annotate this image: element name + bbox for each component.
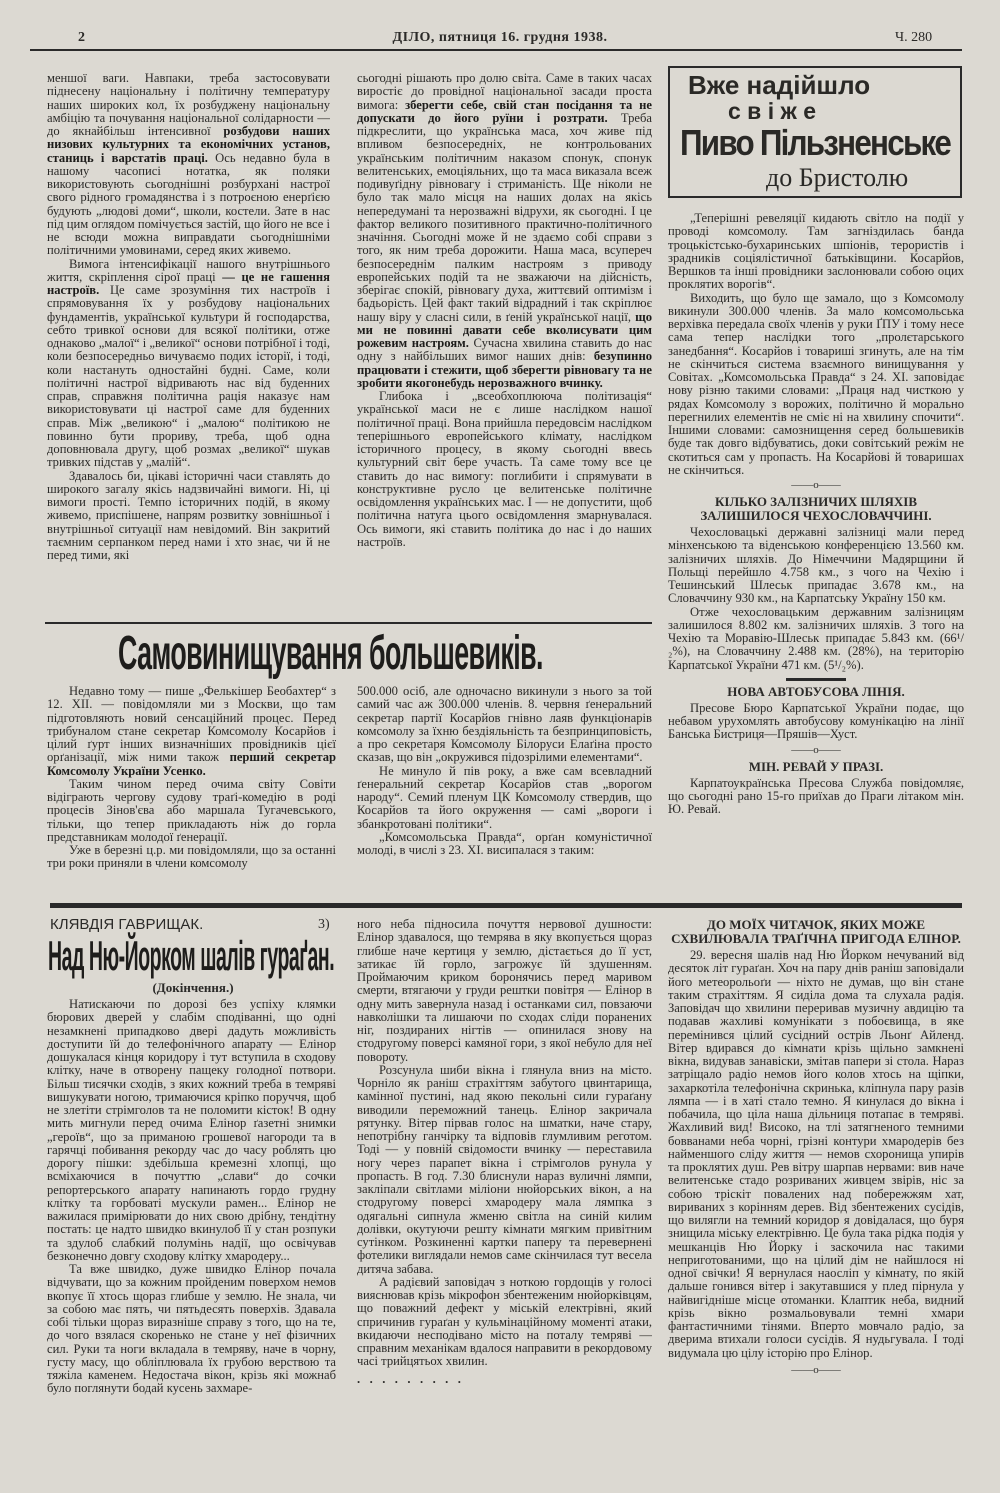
bold-text-run: перший секретар Комсомолу України Усенко. xyxy=(47,750,336,778)
paragraph xyxy=(47,470,330,563)
editorial-column-1 xyxy=(47,72,330,617)
paragraph xyxy=(668,526,964,606)
story-column-2-text xyxy=(357,918,652,1369)
paragraph xyxy=(668,702,964,742)
paragraph xyxy=(357,685,652,765)
right-column-news xyxy=(668,212,964,900)
bold-text-run: розбудови наших низових культурних та економічних установ, станиць і варстатів праці. xyxy=(47,124,330,165)
header-rule xyxy=(30,49,962,51)
divider-bar xyxy=(786,678,846,681)
text-run: Розсунула шиби вікна і глянула вниз на місто. Чорніло як раніш страхіттям забутого цвинтарища, камінної пустині, над якою пекольні сили гураґану виводили переможний танець. Елінор закричала рятунку. Вітер пірвав голос на шматки, наче стару, непотрібну ганчірку та відповів глумливим реготом. Тоді — у повній свідомости вчинку — переставила ногу через парапет вікна і стрімголов рунула у пропасть. В год. 7.30 блиснули нараз вуличні лямпи, закліпали світлами міліони нюйорських вікон, а на стодругому поверсі хмародеру мала лямпка з одягальні сипнула жменю світла на синій килим долівки, окутуючи решту кімнати мягким привітним сутінком. Розкиненні картки паперу та перевернені фотелики виглядали немов саме скінчилася тут весела дитяча забава. xyxy=(357,1062,652,1276)
paragraph xyxy=(47,685,336,778)
separator: ——o—— xyxy=(791,743,841,756)
text-run: Натискаючи по дорозі без успіху клямки бюрових дверей у слабім сподіванні, що одні незамкнені припадково двері дадуть можливість доступити їй до телефонічного апарату — Елінор дошукалася кінця коридору і тут вступила в сходову клітку, наче в отворену пащеку голодної потвори. Більш тисячки сходів, з яких кожний треба в темряві вишукувати ногою, тримаючися кріпко поруччя, щоб не злетіти стрімголов та не поломити кісток! В одну мить мигнули перед очима Елінор ґазетні знимки „героїв“, що за приманою грошевої нагороди та в гарячці побивання рекорду час до часу роблять цю дорогу пішки: здебільша кремезні хлопці, що всміхаючися в почуттю „слави“ до сочки репортерського апарату напинають гордо грудну клітку та горбоваті мускули рамен... Елінор не важилася примірювати до них свою дрібну, тендітну постать: це надто швидко вкинулоб її у стан розпуки та здулоб слабкий полумінь надії, що освічував безконечно довгу сходову клітку хмародеру... xyxy=(47,998,336,1263)
paragraph xyxy=(668,292,964,478)
railways-article xyxy=(668,526,964,672)
masthead: ДІЛО, пятниця 16. грудня 1938. xyxy=(392,30,608,45)
text-run: Здавалось би, цікаві історичні часи ставлять до широкого загалу якісь надзвичайні вимоги. Ні, ці вимоги прості. Темпо історичних подій, в якому живемо, приспішене, напрям розвитку зовнішньої і внутрішньої ситуації нам невідомий. Він закритий таємним серпанком перед нами і хто знає, чи й не перед тими, які xyxy=(47,468,330,562)
story-title: Над Ню-Йорком шалів гураґан. xyxy=(48,932,335,979)
paragraph xyxy=(357,765,652,831)
text-run: Карпатоукраїнська Пресова Служба повідомляє, що сьогодні рано 15-го приїхав до Праги літаком мін. Ю. Ревай. xyxy=(668,775,964,816)
story-column-2 xyxy=(357,918,652,1458)
story-author: КЛЯВДІЯ ГАВРИЩАК. xyxy=(50,916,204,933)
bolsheviks-column-1 xyxy=(47,685,336,889)
ad-line-bristol: до Бристолю xyxy=(766,163,909,192)
ad-line-fresh: с в і ж е xyxy=(728,98,816,124)
text-run: Сучасна хвилина ставить до нас одну з найбільших вимог наших днів: xyxy=(357,336,652,364)
separator: ——o—— xyxy=(791,1363,841,1376)
readers-note-text xyxy=(668,949,964,1360)
ad-line-arrived: Вже надійшло xyxy=(688,70,871,100)
paragraph xyxy=(668,949,964,1360)
paragraph xyxy=(47,258,330,470)
paragraph xyxy=(47,72,330,258)
bold-text-run: зберегти себе, свій стан посідання та не допускати до його руїни і розтрати. xyxy=(357,97,652,125)
text-run: Уже в березні ц.р. ми повідомляли, що за останні три роки приняли в члени комсомолу xyxy=(47,843,336,871)
text-run: Глибока і „всеобхоплююча політизація“ української маси не є лише наслідком нашої політичної праці. Вона прийшла передовсім наслідком теперішнього европейського клімату, наслідком історичного процесу, в якому сьогодні ввесь культурний світ бере участь. Та саме тому все це ставить до нас вимогу: поглибити і спрямувати в конструктивне русло це велитенське політичне освідомлення українських мас. І — не допустити, щоб політична натуга цього освідомлення змарнувалася. Ось вимоги, які ставить політика до нас і до наших настроїв. xyxy=(357,389,652,549)
section-rule xyxy=(45,622,652,624)
paragraph xyxy=(357,72,652,390)
revai-article xyxy=(668,777,964,817)
text-run: А радієвий заповідач з ноткою гордощів у голосі вияснював крізь мікрофон збентеженим нюйорківцям, що поважний дефект у міській електрівні, який спричинив гураґан у кульмінаційному моменті атаки, вкидаючи несподівано місто на поталу темряві — справним механікам вдалося направити в рекордовому часі трийцятьох хвилин. xyxy=(357,1274,652,1369)
readers-note-column xyxy=(668,918,964,1458)
text-run: ного неба підносила почуття нервової душности: Елінор здавалося, що темрява в яку вкопується щораз глибше наче кертиця у землю, дістається до її уст, затикає їй горло, загрожує їй здушенням. Проймаючим криком боронячись перед маривом смерти, втягаючи у груди рештки повітря — Елінор в одну мить завернула назад і останками сил, повзаючи навколішки та лишаючи по сходах сліди поранених ніг, поздираних нігтів — опинилася знову на стодругому поверсі камяної гори, з якої небуло для неї повороту. xyxy=(357,918,652,1064)
text-run: Чехословацькі державні залізниці мали перед мінхенською та віденською конференцією 13.560 км. залізничих шляхів. До Німеччини Мадярщини й Польщі перейшло 4.758 км., з чого на Чехію і Тешинський Шлеськ припадає 3.678 км., на Словаччину 930 км., на Карпатську Україну 150 км. xyxy=(668,525,964,606)
text-run: Та вже швидко, дуже швидко Елінор почала відчувати, що за кожним пройденим поверхом немов вкопує її хтось щораз глибше у землю. Не знала, чи за собою має пять, чи пятьдесять поверхів. Здавала собі тільки щораз виразніше справу з того, що на те, до чого взялася скоренько не стане у неї фізичних сил. Руки та ноги вкладала в темряву, наче в чорну, густу масу, що обліплювала їх грубою верствою та тяжіла каменем. Недостача вікон, крізь які можнаб було поглянути бодай кусень захмаре- xyxy=(47,1262,336,1396)
paragraph xyxy=(47,844,336,871)
text-run: меншої ваги. Навпаки, треба застосовувати піднесену національну і політичну температуру наших широких кол, їх розбуджену національну амбіцію та почування національної солідарности — до якнайбільш інтенсивної xyxy=(47,72,330,138)
paragraph xyxy=(47,778,336,844)
text-run: Не минуло й пів року, а вже сам всевладний ґенеральний секретар Косарйов став „ворогом народу“. Семий пленум ЦК Комсомолу ствердив, що Косарйов та його окруження — самі „вороги і збанкротовані політики“. xyxy=(357,763,652,831)
text-run: Пресове Бюро Карпатської України подає, що небавом урухомлять автобусову комунікацію на лінії Банська Бистриця—Пряшів—Хуст. xyxy=(668,700,964,742)
railways-headline: КІЛЬКО ЗАЛІЗНИЧИХ ШЛЯХІВ ЗАЛИШИЛОСЯ ЧЕХОСЛОВАЧЧИНІ. xyxy=(700,494,932,523)
bolsheviks-column-2 xyxy=(357,685,652,889)
end-dots: . . . . . . . . . xyxy=(357,1371,461,1386)
text-run: Треба підкреслити, що українська маса, хоч живе під впливом безпосередніх, не контрольованих українським політичним наказом спонук, спонук велитенських, емоціяльних, що та маса виказала всеж подивуґідну рівновагу і стриманість. Ще ніколи не було так мало місця на наших долах на якісь непередумані та нерозважні відрухи, як сьогодні. І це фактор великого позитивного практично-політичного значіння. Сьогодні може й не здаємо собі справи з того, як ним треба дорожити. Наша маса, всупереч безпосереднім палким настроям з приводу европейських подій та не зважаючи на дійсність, зберігає спокій, рівновагу духа, життєвий оптимізм і бадьорість. Цей факт такий відрадний і так скріплює нашу віру у сласні сили, в ґеній української нації, xyxy=(357,110,652,324)
paragraph xyxy=(47,1263,336,1396)
separator: ——o—— xyxy=(791,479,841,491)
beer-advertisement xyxy=(668,66,962,198)
bold-text-run: що ми не повинні давати себе вколисувати цим рожевим настроям. xyxy=(357,309,652,350)
story-part-number: 3) xyxy=(318,917,330,932)
text-run: Це саме зрозуміння тих настроїв і спрямовування їх у розбудову національних фундаментів, української культури й господарства, себто тривкої основи для всякої політики, отже однаково „малої“ і „великої“ основи потрібної і тоді, коли безпосередньо вичуваємо подих історії, і тоді, коли настануть одностайні будні. Саме, коли політичні настрої відривають нас від буденних справ, справжня політична рація наказує нам використовувати ці настрої саме для буденних справ. Між „великою“ і „малою“ політикою не повинно бути прориву, треба, щоб одна доповнювала другу, щоб розмах „великої“ шукав тривких підстав у „малій“. xyxy=(47,283,330,470)
paragraph xyxy=(668,212,964,292)
text-run: Вимога інтенсифікації нашого внутрішнього життя, скріплення сірої праці xyxy=(47,256,330,284)
paragraph xyxy=(668,777,964,817)
text-run: 500.000 осіб, але одночасно викинули з нього за той самий час аж 300.000 членів. 8. червня ґенеральний секретар партії Косарйов гнівно лаяв функціонарів комсомолу за їхню бездіяльність та безпринциповість, а про секретаря Комсомолу Білоруси Елаґіна просто сказав, що він „окружився підозрілими елементами“. xyxy=(357,685,652,765)
text-run: Отже чехословацьким державним залізницям залишилося 8.802 км. залізничих шляхів. З того на Чехію та Моравію-Шлеськ припадає 5.843 км. (66¹/₂%), на Словаччину 2.488 км. (28%), на територію Карпатської України 471 км. (5¹/₂%). xyxy=(668,604,964,672)
paragraph xyxy=(357,390,652,549)
text-run: Виходить, що було ще замало, що з Комсомолу викинули 300.000 членів. За мало комсомольська верхівка передала своїх членів у руки ҐПУ і тому несе сама тепер наслідки того „пролєтарського занедбання“. Косарйов і товариші згинуть, але на тім не скінчиться система взаємного винищування у Совітах. „Комсомольська Правда“ з 24. XI. заповідає нову різню такими словами: „Праця над чисткою у рядах Комсомолу з ворожих, політично й морально перегнилих елементів не сміє ні на хвилину спочити“. Іншими словами: самознищення серед большевиків буде так довго відбуватись, доки совітський режім не скотиться сам у пропасть. На Косарйові й товаришах не скінчиться. xyxy=(668,290,964,477)
story-subtitle: (Докінчення.) xyxy=(152,980,234,995)
page-number: 2 xyxy=(78,30,85,45)
text-run: „Комсомольська Правда“, орґан комуністичної молоді, в числі з 23. XI. висипалася з таким: xyxy=(357,829,652,857)
paragraph xyxy=(357,831,652,858)
ad-line-beer: Пиво Пільзненське xyxy=(680,122,951,163)
bold-text-run: безупинно працювати і стежити, щоб зберегти рівновагу та не зробити якогонебудь нерозважного вчинку. xyxy=(357,349,652,390)
paragraph xyxy=(357,1276,652,1369)
bus-headline: НОВА АВТОБУСОВА ЛІНІЯ. xyxy=(727,683,905,699)
text-run: Ось недавно була в нашому часописі нотатка, як поляки використовують сьогоднішні розбурхані настрої свого рідного громадянства і з потроєною енерґією будують „людові доми“, школи, костели. Зате в нас під цим оглядом помічується застій, що його не все і не всюди можна виправдати сьогоднішніми політичними умовинами, серед яких живемо. xyxy=(47,150,330,258)
bold-text-run: — це не гашення настроїв. xyxy=(47,269,330,297)
revai-headline: МІН. РЕВАЙ У ПРАЗІ. xyxy=(748,758,884,774)
paragraph xyxy=(357,1064,652,1276)
issue-number: Ч. 280 xyxy=(895,30,933,45)
text-run: 29. вересня шалів над Ню Йорком нечуваний від десяток літ гураґан. Хоч на пару днів раніш заповідали його метеорольоґи — ніхто не думав, що він стане таким страхіттям. Я сиділа дома та слухала радія. Заповідач що хвилини переривав музичну авдицію та подавав жахливі комунікати з побоєвища, в яке перемінився цілий сусідний острів Льонґ Айленд. Вітер вдирався до кімнати крізь щільно замкнені вікна, видував занавіски, змітав папери зі стола. Нараз затріщало радіо немов його колов хтось на щіпки, захаркотіла телефонічна скринька, кліпнула пару разів лямпа — і в хаті стало темно. Я кинулася до вікна і побачила, що ціла наша дільниця потапає в темряві. Жахливий вид! Високо, на тлі затягненого темними бовванами неба чорні, грізні контури хмародерів без найменшого сліду життя — немов схоронища упирів та проклятих душ. Рев вітру шарпав нервами: вив наче велитенське стадо розриваних живцем звірів, ніс за собою тріскіт повалених над побережжям хат, вириваних з корінням дерев. Від збентежених сусідів, що вилягли на темний коридор я довідалася, що буря знищила міську електрівню. Це була така рідка подія у мешканців Ню Йорку і заскочила нас такими неприготованими, що на цілий дім не найшлося ні одної свічки! Я вернулася наосліп у кімнату, по якій дальше гонився вітер і закутавшися у плед пірнула у найвигідніше місце отоманки. Клаптик неба, видний крізь вікно розмальовували темні хмари фантастичними тінями. Вперто мовчало радіо, за дверима втихали голоси сусідів. Я нудьгувала. І тоді видумала цю цілу історію про Елінор. xyxy=(668,948,964,1360)
bolsheviks-continuation xyxy=(668,212,964,477)
text-run: сьогодні рішають про долю світа. Саме в таких часах виростіє до провідної національної засади проста вимога: xyxy=(357,72,652,112)
bus-article xyxy=(668,702,964,742)
editorial-column-2 xyxy=(357,72,652,617)
paragraph xyxy=(357,918,652,1064)
thick-section-rule xyxy=(50,903,962,908)
bolsheviks-headline: Самовинищування большевиків. xyxy=(118,627,543,680)
paragraph xyxy=(668,606,964,672)
paragraph xyxy=(47,998,336,1263)
text-run: „Теперішні ревеляції кидають світло на події у проводі комсомолу. Там загніздилась банда троцькістсько-бухаринських шпіонів, терористів і зрадників соціялістичної батьківщини. Косарйов, Вершков та інші провідники заслонювали собою оцих проклятих ворогів“. xyxy=(668,212,964,292)
story-column-1 xyxy=(47,998,336,1469)
readers-note-headline: ДО МОЇХ ЧИТАЧОК, ЯКИХ МОЖЕ СХВИЛЮВАЛА ТРАҐІЧНА ПРИГОДА ЕЛІНОР. xyxy=(671,918,961,946)
text-run: Недавно тому — пише „Фелькішер Беобахтер“ з 12. XII. — повідомляли ми з Москви, що там підготовляють новий сенсаційний процес. Перед трибуналом стане секретар Комсомолу Косарйов і цілий ґурт інших визначніших провідників цієї орґанізації, між ними також xyxy=(47,685,336,765)
text-run: Таким чином перед очима світу Совіти відіграють чергову судову траґі-комедію в роді процесів Зінов'єва або маршала Тугачевського, тільки, що тепер прикладають ніж до горла представникам молодої ґенерації. xyxy=(47,776,336,844)
